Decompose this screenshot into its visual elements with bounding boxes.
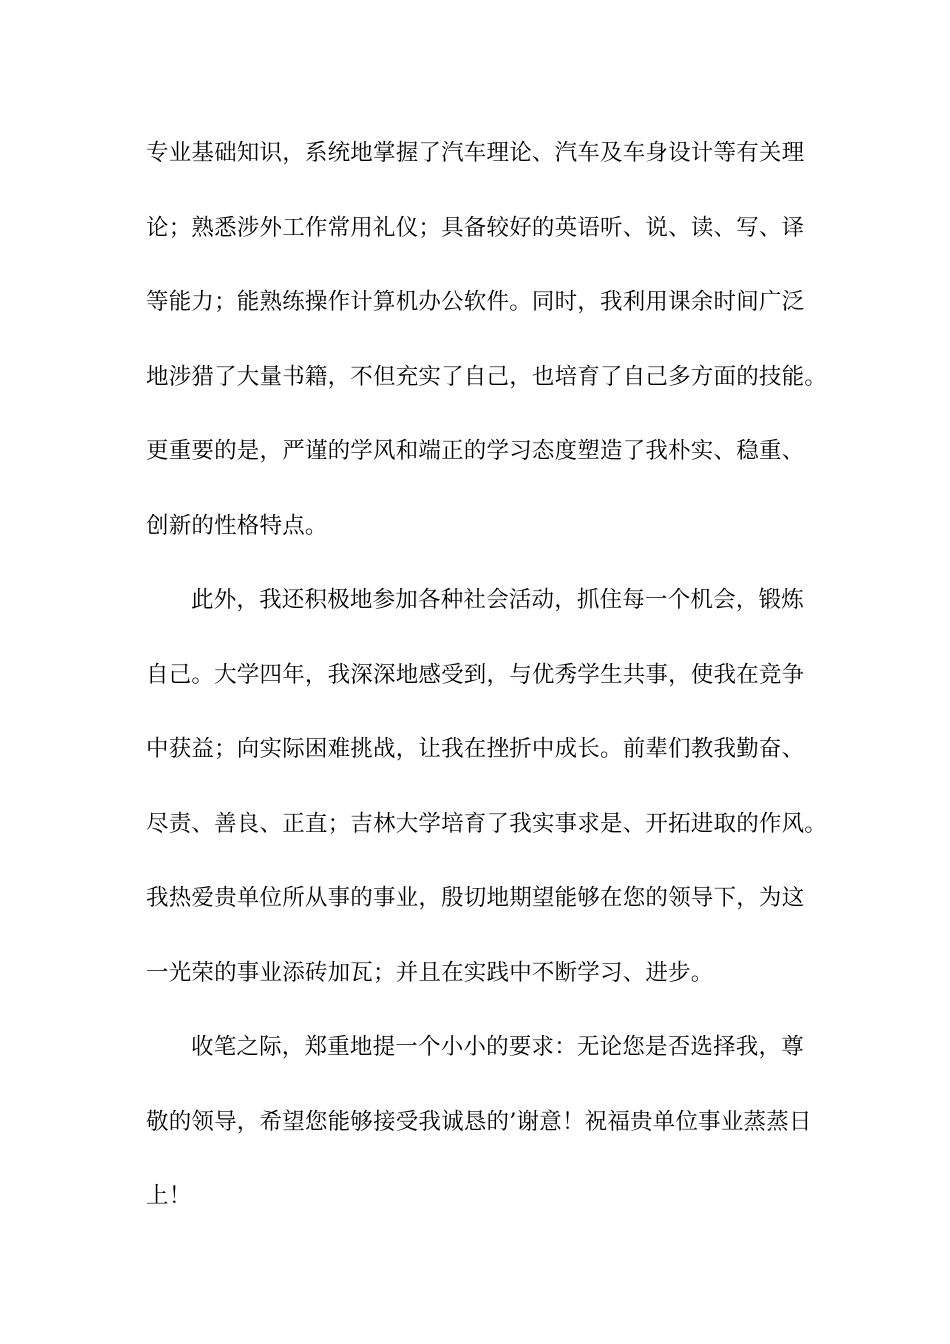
paragraph-line: 更重要的是，严谨的学风和端正的学习态度塑造了我朴实、稳重、 <box>146 438 805 464</box>
paragraph-line: 敬的领导，希望您能够接受我诚恳的’谢意！祝福贵单位事业蒸蒸日 <box>146 1108 812 1135</box>
paragraph-line: 我热爱贵单位所从事的事业，殷切地期望能够在您的领导下，为这 <box>146 885 805 911</box>
paragraph-line: 地涉猎了大量书籍，不但充实了自己，也培育了自己多方面的技能。 <box>146 363 828 390</box>
paragraph-line: 自己。大学四年，我深深地感受到，与优秀学生共事，使我在竞争 <box>146 661 805 688</box>
paragraph-line: 上！ <box>146 1183 192 1209</box>
paragraph-line: 此外，我还积极地参加各种社会活动，抓住每一个机会，锻炼 <box>191 587 804 613</box>
paragraph-line: 收笔之际，郑重地提一个小小的要求：无论您是否选择我，尊 <box>191 1034 804 1060</box>
document-body <box>146 134 828 1252</box>
paragraph-line: 一光荣的事业添砖加瓦；并且在实践中不断学习、进步。 <box>146 959 714 986</box>
paragraph-line: 论；熟悉涉外工作常用礼仪；具备较好的英语听、说、读、写、译 <box>146 214 805 241</box>
paragraph-line: 创新的性格特点。 <box>146 512 328 539</box>
paragraph-line: 尽责、善良、正直；吉林大学培育了我实事求是、开拓进取的作风。 <box>146 810 828 837</box>
paragraph-line: 中获益；向实际困难挑战，让我在挫折中成长。前辈们教我勤奋、 <box>146 736 805 762</box>
paragraph-line: 等能力；能熟练操作计算机办公软件。同时，我利用课余时间广泛 <box>146 289 805 315</box>
paragraph-line: 专业基础知识，系统地掌握了汽车理论、汽车及车身设计等有关理 <box>146 140 805 166</box>
